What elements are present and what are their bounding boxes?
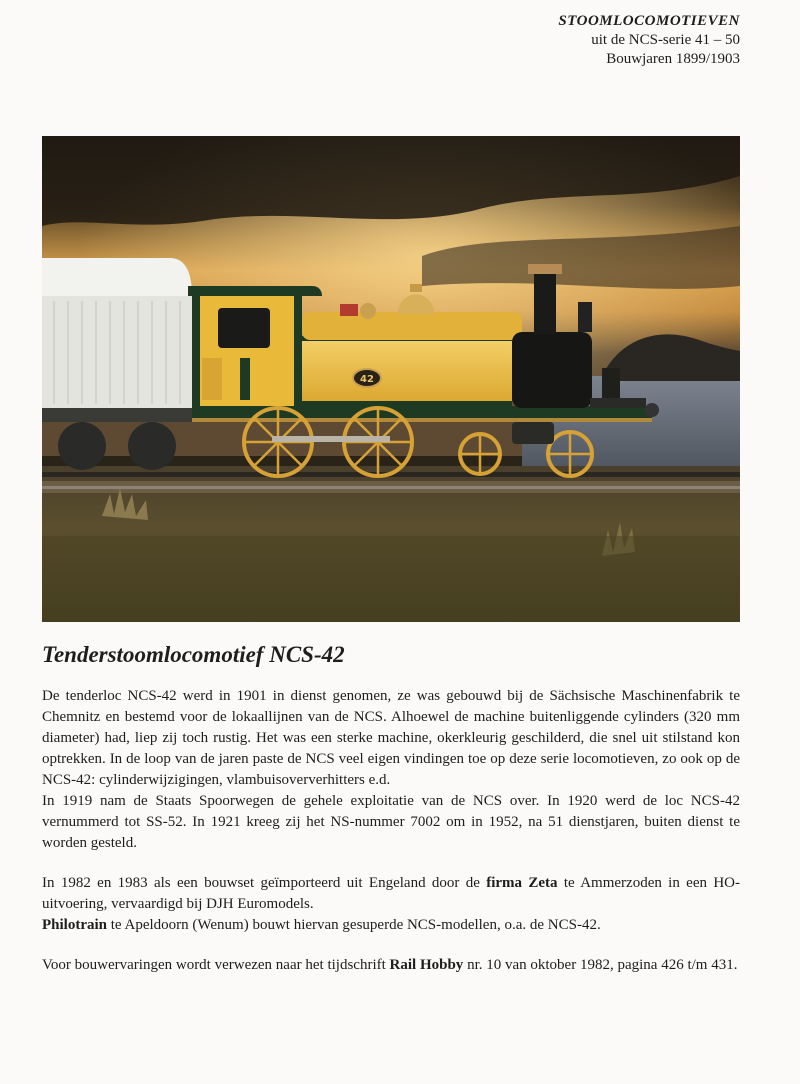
paragraph-reference bbox=[42, 955, 740, 976]
firm-name: firma Zeta bbox=[486, 875, 558, 891]
locomotive-illustration bbox=[42, 136, 740, 622]
number-plate: 42 bbox=[360, 374, 374, 385]
text-span: te Apeldoorn (Wenum) bouwt hiervan gesuperde NCS-modellen, o.a. de NCS-42. bbox=[107, 917, 601, 933]
paragraph-kit bbox=[42, 873, 740, 915]
text-span: In 1982 en 1983 als een bouwset geïmporteerd uit Engeland door de bbox=[42, 875, 487, 891]
text-span: Voor bouwervaringen wordt verwezen naar het tijdschrift bbox=[42, 957, 390, 973]
text-span: te Ammerzoden in een HO-uitvoering, vervaardigd bij DJH Euromodels. bbox=[42, 875, 740, 912]
article-title: Tenderstoomlocomotief NCS-42 bbox=[42, 642, 345, 667]
paragraph-history: De tenderloc NCS-42 werd in 1901 in dienst genomen, ze was gebouwd bij de Sächsische Maschinenfabrik te Chemnitz en bestemd voor de lokaallijnen van de NCS. Alhoewel de machine buitenliggende cylinders (320 mm diameter) had, liep zij toch rustig. Het was een sterke machine, okerkleurig geschilderd, die snel uit stilstand kon optrekken. In de loop van de jaren paste de NCS veel eigen vindingen toe op deze serie locomotieven, zo ook op de NCS-42: cylinderwijzigingen, vlambuisoververhitters e.d. bbox=[42, 688, 740, 788]
paragraph-philotrain bbox=[42, 915, 740, 936]
locomotive-photo bbox=[42, 136, 740, 622]
series-title: STOOMLOCOMOTIEVEN bbox=[558, 13, 740, 29]
magazine-name: Rail Hobby bbox=[389, 957, 464, 973]
firm-name: Philotrain bbox=[42, 917, 108, 933]
paragraph-service: In 1919 nam de Staats Spoorwegen de gehele exploitatie van de NCS over. In 1920 werd de loc NCS-42 vernummerd tot SS-52. In 1921 kreeg zij het NS-nummer 7002 om in 1952, na 51 dienstjaren, buiten dienst te worden gesteld. bbox=[42, 793, 740, 851]
series-subtitle: uit de NCS-serie 41 – 50 bbox=[591, 32, 740, 48]
build-years: Bouwjaren 1899/1903 bbox=[606, 51, 740, 67]
text-span: nr. 10 van oktober 1982, pagina 426 t/m 431. bbox=[463, 957, 738, 973]
page-header bbox=[558, 12, 740, 69]
article-body bbox=[42, 686, 740, 976]
